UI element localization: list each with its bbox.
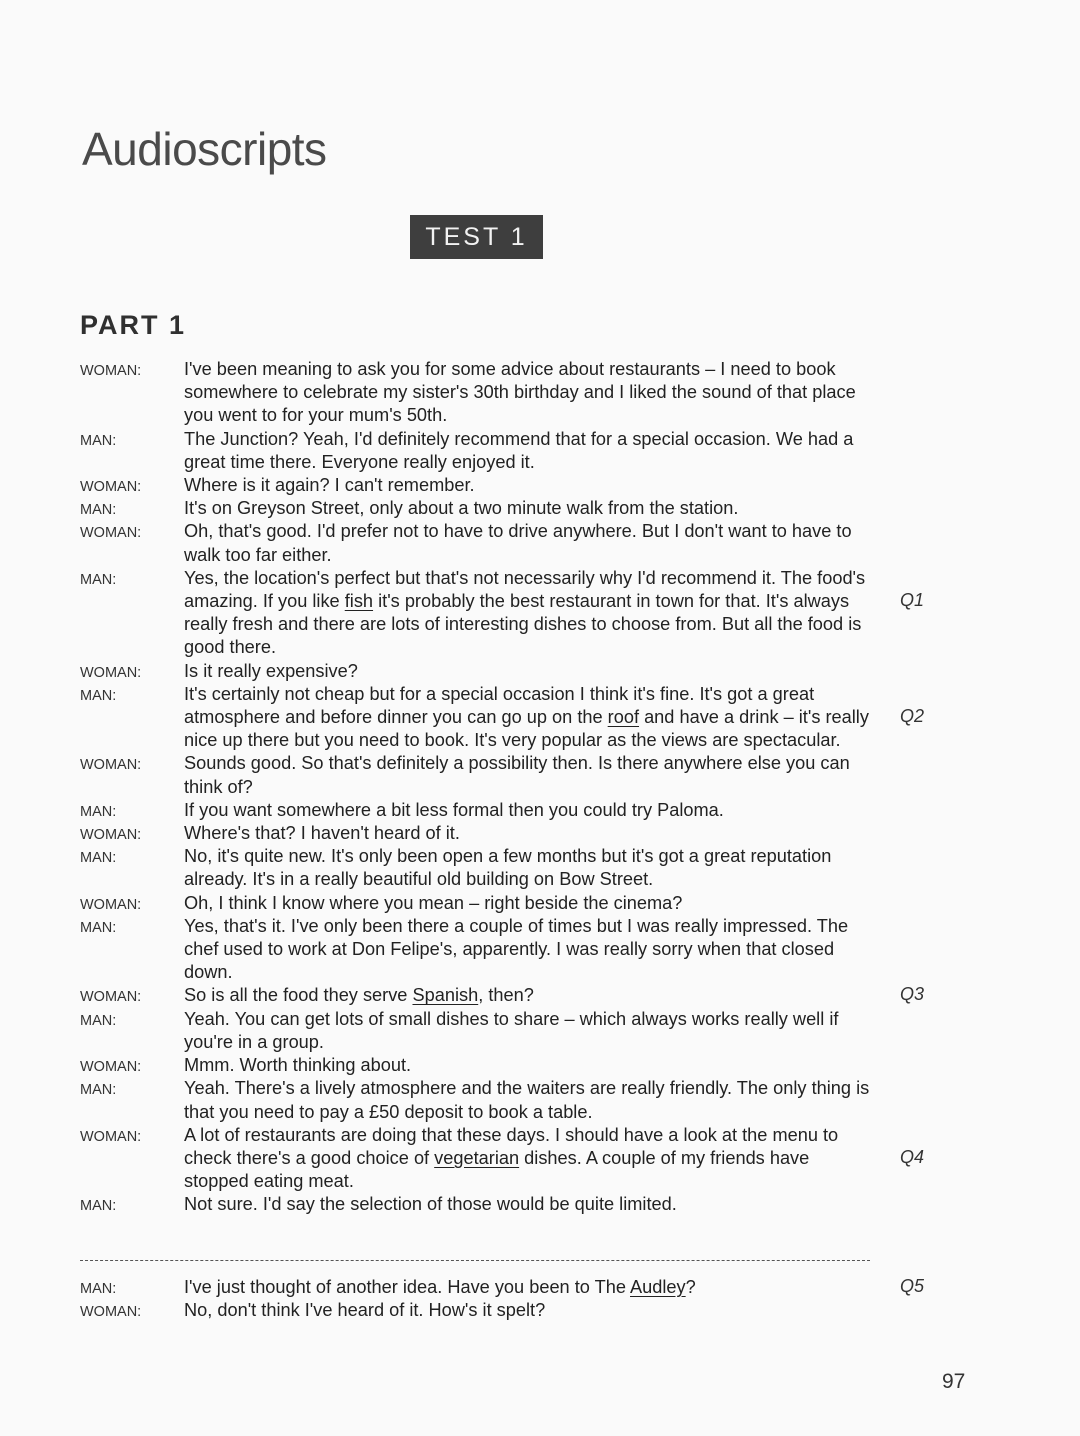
dialogue-text — [184, 1276, 874, 1299]
text-segment: If you want somewhere a bit less formal then you could try Paloma. — [184, 799, 724, 820]
dialogue-line — [80, 474, 940, 497]
text-segment: Yeah. You can get lots of small dishes to share – which always works really well if you're in a group. — [184, 1008, 839, 1052]
dialogue-text — [184, 915, 874, 985]
dialogue-text — [184, 1008, 874, 1054]
text-segment: No, don't think I've heard of it. How's it spelt? — [184, 1300, 546, 1321]
speaker-label: WOMAN: — [80, 525, 142, 542]
text-segment: , then? — [478, 985, 534, 1006]
dialogue-text — [184, 1077, 874, 1123]
text-segment: It's certainly not cheap but for a special occasion I think it's fine. It's got a great atmosphere and before dinner you can go up on the — [184, 683, 815, 728]
text-segment: ? — [685, 1277, 696, 1297]
dialogue-text — [184, 1124, 874, 1194]
speaker-label: MAN: — [80, 803, 117, 820]
speaker-label: MAN: — [80, 502, 117, 519]
dialogue-text — [184, 984, 874, 1007]
dialogue-line — [80, 915, 940, 985]
dialogue-line — [80, 520, 940, 566]
dialogue-text — [184, 428, 874, 474]
text-segment: So is all the food they serve — [184, 985, 413, 1006]
dialogue-line — [80, 497, 940, 520]
section-divider — [80, 1260, 870, 1261]
speaker-label: MAN: — [80, 1198, 117, 1215]
speaker-label: WOMAN: — [80, 1059, 142, 1076]
dialogue-text — [184, 1054, 874, 1077]
text-segment: I've just thought of another idea. Have you been to The — [184, 1277, 631, 1297]
dialogue-transcript-continued — [80, 1276, 940, 1322]
page-title: Audioscripts — [82, 123, 327, 175]
dialogue-text — [184, 497, 874, 520]
dialogue-text — [184, 799, 874, 822]
speaker-label: MAN: — [80, 850, 117, 867]
question-marker: Q3 — [900, 984, 925, 1005]
text-segment: it's probably the best restaurant in town for that. It's always really fresh and there are lots of interesting dishes to choose from. But all the food is good there. — [184, 591, 862, 658]
dialogue-line — [80, 984, 940, 1007]
text-segment: and have a drink – it's really nice up there but you need to book. It's very popular as the views are spectacular. — [184, 707, 869, 751]
dialogue-transcript — [80, 358, 940, 1217]
speaker-label: MAN: — [80, 919, 117, 936]
answer-keyword: fish — [344, 591, 374, 612]
dialogue-line — [80, 567, 940, 660]
dialogue-line — [80, 1299, 940, 1322]
dialogue-line — [80, 428, 940, 474]
dialogue-line — [80, 892, 940, 915]
text-segment: Is it really expensive? — [184, 660, 358, 681]
dialogue-line — [80, 822, 940, 845]
dialogue-line — [80, 845, 940, 891]
dialogue-line — [80, 799, 940, 822]
answer-keyword: Spanish — [412, 985, 479, 1006]
dialogue-text — [184, 474, 874, 497]
answer-keyword: Audley — [630, 1277, 686, 1297]
answer-keyword: vegetarian — [434, 1147, 520, 1168]
dialogue-text — [184, 683, 874, 753]
speaker-label: MAN: — [80, 1012, 117, 1029]
speaker-label: WOMAN: — [80, 827, 142, 844]
speaker-label: WOMAN: — [80, 989, 142, 1006]
dialogue-line — [80, 358, 940, 428]
speaker-label: MAN: — [80, 1082, 117, 1099]
text-segment: Where is it again? I can't remember. — [184, 475, 475, 496]
speaker-label: MAN: — [80, 571, 117, 588]
dialogue-text — [184, 1299, 874, 1322]
page-number: 97 — [942, 1370, 966, 1393]
dialogue-line — [80, 1008, 940, 1054]
text-segment: Oh, I think I know where you mean – right beside the cinema? — [184, 892, 683, 913]
dialogue-line — [80, 1193, 940, 1216]
text-segment: A lot of restaurants are doing that these days. I should have a look at the menu to check there's a good choice of — [184, 1124, 839, 1168]
text-segment: Oh, that's good. I'd prefer not to have to drive anywhere. But I don't want to have to walk too far either. — [184, 521, 852, 565]
speaker-label: MAN: — [80, 1281, 117, 1297]
question-marker: Q5 — [900, 1276, 925, 1296]
text-segment: I've been meaning to ask you for some advice about restaurants – I need to book somewhere to celebrate my sister's 30th birthday and I liked the sound of that place you went to for your mum's 50th. — [184, 359, 856, 426]
test-banner: TEST 1 — [410, 215, 543, 259]
text-segment: Mmm. Worth thinking about. — [184, 1055, 412, 1076]
dialogue-line — [80, 1124, 940, 1194]
dialogue-line — [80, 1276, 940, 1299]
dialogue-line — [80, 1077, 940, 1123]
speaker-label: WOMAN: — [80, 479, 142, 496]
text-segment: Not sure. I'd say the selection of those would be quite limited. — [184, 1194, 677, 1215]
dialogue-line — [80, 660, 940, 683]
speaker-label: WOMAN: — [80, 1128, 142, 1145]
answer-keyword: roof — [607, 707, 640, 728]
speaker-label: WOMAN: — [80, 1304, 142, 1321]
text-segment: dishes. A couple of my friends have stopped eating meat. — [184, 1147, 810, 1192]
text-segment: No, it's quite new. It's only been open a few months but it's got a great reputation already. It's in a really beautiful old building on Bow Street. — [184, 846, 832, 890]
dialogue-line — [80, 683, 940, 753]
part-heading: PART 1 — [80, 310, 187, 340]
dialogue-text — [184, 892, 874, 915]
dialogue-text — [184, 567, 874, 660]
dialogue-text — [184, 660, 874, 683]
dialogue-text — [184, 752, 874, 798]
question-marker: Q1 — [900, 590, 925, 611]
dialogue-line — [80, 752, 940, 798]
speaker-label: WOMAN: — [80, 664, 142, 681]
text-segment: Sounds good. So that's definitely a possibility then. Is there anywhere else you can think of? — [184, 753, 850, 797]
text-segment: It's on Greyson Street, only about a two minute walk from the station. — [184, 498, 739, 519]
speaker-label: WOMAN: — [80, 896, 142, 913]
dialogue-text — [184, 1193, 874, 1216]
text-segment: Yeah. There's a lively atmosphere and the waiters are really friendly. The only thing is that you need to pay a £50 deposit to book a table. — [184, 1078, 870, 1122]
speaker-label: MAN: — [80, 687, 117, 704]
text-segment: Yes, that's it. I've only been there a couple of times but I was really impressed. The chef used to work at Don Felipe's, apparently. I was really sorry when that closed down. — [184, 915, 849, 983]
speaker-label: MAN: — [80, 432, 117, 449]
dialogue-text — [184, 520, 874, 566]
speaker-label: WOMAN: — [80, 363, 142, 379]
question-marker: Q4 — [900, 1146, 925, 1167]
text-segment: Yes, the location's perfect but that's not necessarily why I'd recommend it. The food's amazing. If you like — [184, 567, 866, 612]
dialogue-text — [184, 845, 874, 891]
text-segment: Where's that? I haven't heard of it. — [184, 823, 460, 844]
dialogue-text — [184, 358, 874, 428]
question-marker: Q2 — [900, 706, 925, 727]
text-segment: The Junction? Yeah, I'd definitely recommend that for a special occasion. We had a great time there. Everyone really enjoyed it. — [184, 428, 854, 472]
speaker-label: WOMAN: — [80, 757, 142, 774]
dialogue-text — [184, 822, 874, 845]
dialogue-line — [80, 1054, 940, 1077]
